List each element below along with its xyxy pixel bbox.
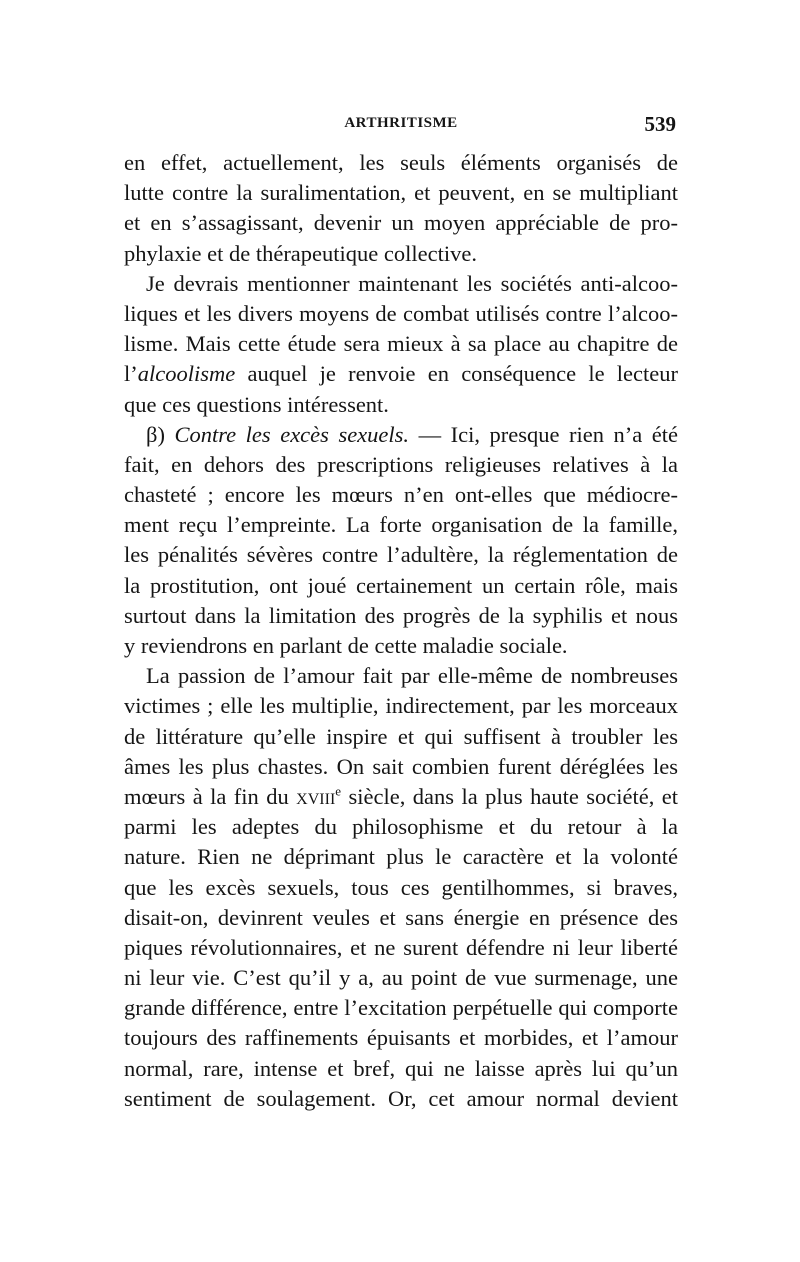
text-line: normal, rare, intense et bref, qui ne laisse après lui qu’un xyxy=(124,1055,678,1081)
text-line: y reviendrons en parlant de cette maladie sociale. xyxy=(124,633,568,658)
text-line: et en s’assagissant, devenir un moyen appréciable de pro- xyxy=(124,210,678,236)
running-title: ARTHRITISME xyxy=(344,115,458,131)
body-text xyxy=(124,148,678,1114)
text-line: surtout dans la limitation des progrès de la syphilis et nous xyxy=(124,602,678,628)
text-line: lisme. Mais cette étude sera mieux à sa place au chapitre de xyxy=(124,331,678,357)
century-superscript: e xyxy=(335,783,342,799)
italic-term: alcoolisme xyxy=(137,361,236,387)
text-line: toujours des raffinements épuisants et morbides, et l’amour xyxy=(124,1025,678,1051)
text-line: piques révolutionnaires, et ne surent défendre ni leur liberté xyxy=(124,934,678,960)
text-line: la prostitution, ont joué certainement un certain rôle, mais xyxy=(124,572,678,598)
text-line xyxy=(124,359,678,389)
line-prefix: mœurs à la fin du xyxy=(124,783,297,809)
text-line: victimes ; elle les multiplie, indirectement, par les morceaux xyxy=(124,693,678,719)
text-line: parmi les adeptes du philosophisme et du retour à la xyxy=(124,814,678,840)
text-line: phylaxie et de thérapeutique collective. xyxy=(124,240,477,266)
text-line: que les excès sexuels, tous ces gentilhommes, si braves, xyxy=(124,874,678,900)
text-line xyxy=(124,782,678,812)
century-numeral: xviii xyxy=(296,783,336,809)
page-number: 539 xyxy=(644,112,676,136)
section-heading: Contre les excès sexuels. xyxy=(174,421,410,447)
text-line: en effet, actuellement, les seuls éléments organisés de xyxy=(124,150,678,175)
text-line: fait, en dehors des prescriptions religieuses relatives à la xyxy=(124,451,678,477)
text-line: ment reçu l’empreinte. La forte organisation de la famille, xyxy=(124,512,678,538)
text-line: que ces questions intéressent. xyxy=(124,391,389,417)
text-line: les pénalités sévères contre l’adultère, la réglementation de xyxy=(124,542,678,568)
text-line: Je devrais mentionner maintenant les sociétés anti-alcoo- xyxy=(146,270,678,296)
section-marker: β) xyxy=(146,421,165,447)
line-rest: auquel je renvoie en conséquence le lecteur xyxy=(247,361,678,387)
text-line: chasteté ; encore les mœurs n’en ont-elles que médiocre- xyxy=(124,482,678,508)
text-line xyxy=(124,420,678,450)
line-prefix: l’ xyxy=(124,361,138,387)
text-line: âmes les plus chastes. On sait combien furent déréglées les xyxy=(124,753,678,779)
text-line: ni leur vie. C’est qu’il y a, au point de vue surmenage, une xyxy=(124,965,678,991)
text-line: grande différence, entre l’excitation perpétuelle qui comporte xyxy=(124,995,678,1021)
line-rest: siècle, dans la plus haute société, et xyxy=(348,783,679,809)
page-header xyxy=(124,112,678,138)
text-line: de littérature qu’elle inspire et qui suffisent à troubler les xyxy=(124,723,678,749)
text-line: sentiment de soulagement. Or, cet amour normal devient xyxy=(124,1085,678,1111)
line-rest: — Ici, presque rien n’a été xyxy=(418,421,678,447)
text-line: disait-on, devinrent veules et sans énergie en présence des xyxy=(124,904,678,930)
text-line: liques et les divers moyens de combat utilisés contre l’alcoo- xyxy=(124,300,678,326)
text-line: lutte contre la suralimentation, et peuvent, en se multipliant xyxy=(124,180,678,206)
text-line: La passion de l’amour fait par elle-même de nombreuses xyxy=(146,663,678,689)
text-line: nature. Rien ne déprimant plus le caractère et la volonté xyxy=(124,844,678,870)
